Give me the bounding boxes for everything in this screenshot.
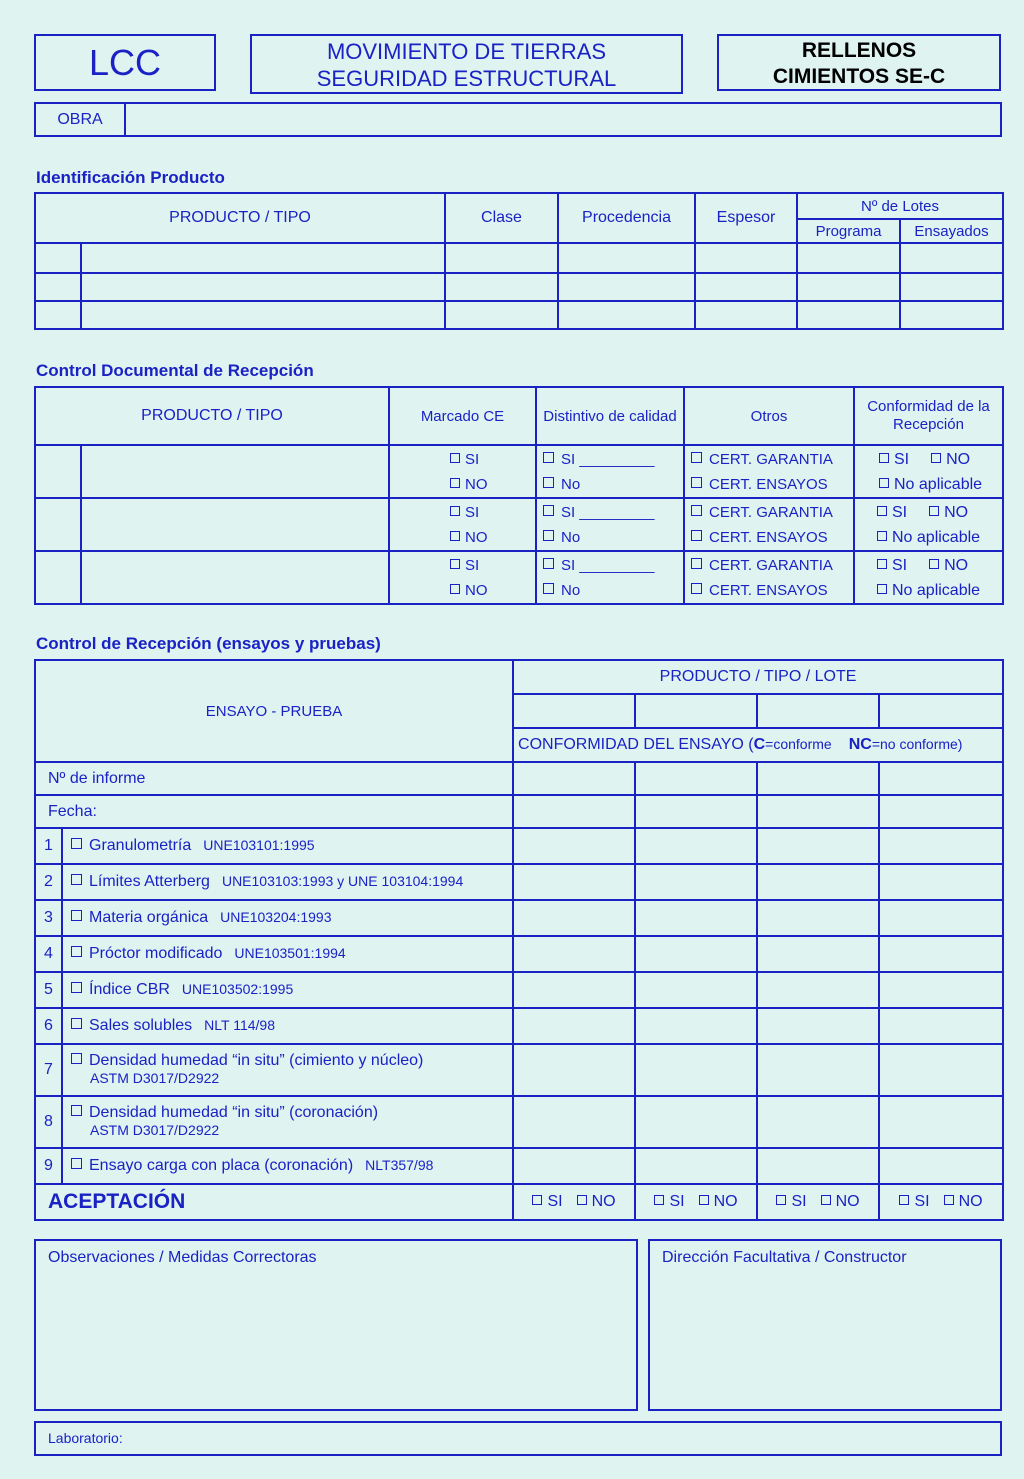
aceptacion-si-option[interactable]: SI [899, 1193, 929, 1210]
result-cell[interactable] [513, 900, 635, 936]
conformidad-cell [854, 498, 1003, 551]
result-cell[interactable] [513, 1148, 635, 1184]
checkbox-icon[interactable] [776, 1195, 786, 1205]
otros-cell [684, 498, 854, 551]
laboratorio-box[interactable] [34, 1421, 1002, 1456]
header-procedencia: Procedencia [558, 193, 695, 243]
checkbox-icon[interactable] [450, 506, 460, 516]
cert-ensayos-option[interactable]: CERT. ENSAYOS [691, 472, 849, 497]
result-cell[interactable] [879, 1148, 1003, 1184]
clase-cell[interactable] [445, 273, 558, 301]
marcado-si-option[interactable]: SI [450, 500, 531, 525]
header-producto-tipo: PRODUCTO / TIPO [35, 193, 445, 243]
aceptacion-si-option[interactable]: SI [532, 1193, 562, 1210]
checkbox-icon[interactable] [691, 530, 702, 541]
informe-cell[interactable] [635, 762, 757, 795]
test-name-cell[interactable] [62, 936, 513, 972]
test-standard: NLT357/98 [365, 1157, 434, 1173]
cert-garantia-option[interactable]: CERT. GARANTIA [691, 447, 849, 472]
result-cell[interactable] [635, 828, 757, 864]
test-number: 2 [35, 864, 62, 900]
header-ensayo-prueba: ENSAYO - PRUEBA [35, 660, 513, 762]
table-row [35, 551, 1003, 604]
header-conformidad-line2: Recepción [893, 416, 964, 433]
distintivo-cell [536, 445, 684, 498]
lote-header-cell[interactable] [513, 694, 635, 728]
test-name-cell[interactable] [62, 864, 513, 900]
aceptacion-cell [757, 1184, 879, 1220]
aceptacion-no-option[interactable]: NO [577, 1193, 616, 1210]
fecha-cell[interactable] [635, 795, 757, 828]
identificacion-table [34, 192, 1004, 330]
programa-cell[interactable] [797, 243, 900, 273]
form-code-line2: CIMIENTOS SE-C [772, 65, 946, 88]
marcado-ce-cell [389, 551, 536, 604]
ensayados-cell[interactable] [900, 243, 1003, 273]
table-row [35, 273, 1003, 301]
test-name-cell[interactable] [62, 900, 513, 936]
marcado-ce-cell [389, 498, 536, 551]
programa-cell[interactable] [797, 301, 900, 329]
lote-header-cell[interactable] [635, 694, 757, 728]
checkbox-icon[interactable] [543, 452, 554, 463]
table-row [35, 243, 1003, 273]
table-row [35, 498, 1003, 551]
identificacion-title: Identificación Producto [36, 168, 225, 187]
distintivo-no-option[interactable]: No [543, 525, 679, 550]
test-name: Densidad humedad “in situ” (cimiento y núcleo) [89, 1052, 424, 1069]
test-row [35, 900, 1003, 936]
distintivo-no-option[interactable]: No [543, 578, 679, 603]
form-title-line1: MOVIMIENTO DE TIERRAS [326, 39, 607, 64]
header-ensayados: Ensayados [900, 219, 1003, 243]
row-number-cell[interactable] [35, 243, 81, 273]
test-row [35, 1096, 1003, 1148]
conformidad-no-option[interactable]: NO [929, 504, 968, 521]
checkbox-icon[interactable] [691, 452, 702, 463]
test-standard: UNE103204:1993 [220, 909, 332, 925]
aceptacion-si-option[interactable]: SI [654, 1193, 684, 1210]
conformidad-si-option[interactable]: SI [877, 557, 907, 574]
fecha-cell[interactable] [879, 795, 1003, 828]
test-name-cell[interactable] [62, 1008, 513, 1044]
no-aplicable-option[interactable]: No aplicable [877, 525, 998, 550]
row-number-cell[interactable] [35, 445, 81, 498]
result-cell[interactable] [757, 1148, 879, 1184]
test-row [35, 972, 1003, 1008]
result-cell[interactable] [757, 1008, 879, 1044]
observaciones-label: Observaciones / Medidas Correctoras [48, 1249, 317, 1266]
header-marcado-ce: Marcado CE [389, 387, 536, 445]
result-cell[interactable] [513, 864, 635, 900]
checkbox-icon[interactable] [71, 1105, 82, 1116]
test-number: 1 [35, 828, 62, 864]
producto-cell[interactable] [81, 551, 389, 604]
test-standard: ASTM D3017/D2922 [90, 1070, 220, 1086]
result-cell[interactable] [879, 936, 1003, 972]
checkbox-icon[interactable] [691, 477, 702, 488]
conformidad-no-option[interactable]: NO [929, 557, 968, 574]
espesor-cell[interactable] [695, 301, 797, 329]
obra-row [34, 102, 1002, 137]
test-number: 4 [35, 936, 62, 972]
cert-garantia-option[interactable]: CERT. GARANTIA [691, 500, 849, 525]
result-cell[interactable] [879, 1096, 1003, 1148]
conformidad-no-option[interactable]: NO [931, 451, 970, 468]
checkbox-icon[interactable] [71, 946, 82, 957]
checkbox-icon[interactable] [654, 1195, 664, 1205]
test-row [35, 1008, 1003, 1044]
test-name: Próctor modificado [89, 945, 223, 962]
observaciones-box[interactable] [34, 1239, 638, 1411]
logo-box [34, 34, 216, 91]
checkbox-icon[interactable] [691, 558, 702, 569]
checkbox-icon[interactable] [450, 453, 460, 463]
fecha-cell[interactable] [513, 795, 635, 828]
aceptacion-cell [513, 1184, 635, 1220]
test-name: Granulometría [89, 837, 192, 854]
header-espesor: Espesor [695, 193, 797, 243]
checkbox-icon[interactable] [877, 531, 887, 541]
laboratorio-label: Laboratorio: [48, 1430, 123, 1446]
test-number: 5 [35, 972, 62, 1008]
obra-label: OBRA [36, 104, 126, 135]
checkbox-icon[interactable] [543, 558, 554, 569]
marcado-no-option[interactable]: NO [450, 525, 531, 550]
result-cell[interactable] [635, 1044, 757, 1096]
procedencia-cell[interactable] [558, 243, 695, 273]
test-number: 3 [35, 900, 62, 936]
checkbox-icon[interactable] [821, 1195, 831, 1205]
test-standard: UNE103101:1995 [203, 837, 315, 853]
header-lotes: Nº de Lotes [797, 193, 1003, 219]
result-cell[interactable] [757, 828, 879, 864]
checkbox-icon[interactable] [944, 1195, 954, 1205]
test-name-cell[interactable] [62, 1096, 513, 1148]
header-producto-tipo-lote: PRODUCTO / TIPO / LOTE [513, 660, 1003, 694]
distintivo-cell [536, 551, 684, 604]
logo: LCC [88, 42, 162, 83]
marcado-ce-cell [389, 445, 536, 498]
result-cell[interactable] [757, 900, 879, 936]
producto-cell[interactable] [81, 243, 445, 273]
informe-label: Nº de informe [35, 762, 513, 795]
checkbox-icon[interactable] [543, 530, 554, 541]
form-code-box [717, 34, 1001, 91]
control-documental-table [34, 386, 1004, 605]
form-title-box [250, 34, 683, 94]
test-name: Materia orgánica [89, 909, 209, 926]
test-row [35, 1044, 1003, 1096]
aceptacion-si-option[interactable]: SI [776, 1193, 806, 1210]
distintivo-cell [536, 498, 684, 551]
espesor-cell[interactable] [695, 243, 797, 273]
cert-ensayos-option[interactable]: CERT. ENSAYOS [691, 578, 849, 603]
aceptacion-no-option[interactable]: NO [944, 1193, 983, 1210]
checkbox-icon[interactable] [577, 1195, 587, 1205]
direccion-box[interactable] [648, 1239, 1002, 1411]
fecha-cell[interactable] [757, 795, 879, 828]
checkbox-icon[interactable] [71, 1018, 82, 1029]
otros-cell [684, 551, 854, 604]
test-name-cell[interactable] [62, 972, 513, 1008]
row-number-cell[interactable] [35, 273, 81, 301]
control-documental-title: Control Documental de Recepción [36, 361, 314, 380]
otros-cell [684, 445, 854, 498]
checkbox-icon[interactable] [71, 1158, 82, 1169]
fecha-label: Fecha: [35, 795, 513, 828]
result-cell[interactable] [757, 936, 879, 972]
result-cell[interactable] [757, 1044, 879, 1096]
test-row [35, 864, 1003, 900]
checkbox-icon[interactable] [71, 874, 82, 885]
test-standard: UNE103103:1993 y UNE 103104:1994 [221, 873, 464, 889]
checkbox-icon[interactable] [543, 477, 554, 488]
table-row [35, 445, 1003, 498]
lote-header-cell[interactable] [757, 694, 879, 728]
form-title-line2: SEGURIDAD ESTRUCTURAL [316, 66, 617, 91]
row-number-cell[interactable] [35, 498, 81, 551]
test-standard: NLT 114/98 [204, 1017, 275, 1033]
checkbox-icon[interactable] [929, 559, 939, 569]
header-programa: Programa [797, 219, 900, 243]
test-row [35, 828, 1003, 864]
test-number: 8 [35, 1096, 62, 1148]
producto-cell[interactable] [81, 301, 445, 329]
distintivo-si-option[interactable]: SI _________ [543, 500, 679, 525]
test-name: Ensayo carga con placa (coronación) [89, 1157, 354, 1174]
aceptacion-no-option[interactable]: NO [821, 1193, 860, 1210]
checkbox-icon[interactable] [931, 453, 941, 463]
test-name-cell[interactable] [62, 828, 513, 864]
marcado-no-option[interactable]: NO [450, 472, 531, 497]
checkbox-icon[interactable] [532, 1195, 542, 1205]
ensayados-cell[interactable] [900, 273, 1003, 301]
test-name-cell[interactable] [62, 1044, 513, 1096]
conformidad-cell [854, 445, 1003, 498]
ensayos-table [34, 659, 1004, 1221]
checkbox-icon[interactable] [691, 583, 702, 594]
marcado-no-option[interactable]: NO [450, 578, 531, 603]
test-name-cell[interactable] [62, 1148, 513, 1184]
result-cell[interactable] [635, 1148, 757, 1184]
clase-cell[interactable] [445, 243, 558, 273]
checkbox-icon[interactable] [450, 478, 460, 488]
result-cell[interactable] [635, 1096, 757, 1148]
conformidad-legend: CONFORMIDAD DEL ENSAYO (C=conforme NC=no conforme) [513, 728, 1003, 762]
result-cell[interactable] [635, 972, 757, 1008]
aceptacion-cell [635, 1184, 757, 1220]
procedencia-cell[interactable] [558, 301, 695, 329]
test-name: Densidad humedad “in situ” (coronación) [89, 1104, 379, 1121]
procedencia-cell[interactable] [558, 273, 695, 301]
control-recepcion-title: Control de Recepción (ensayos y pruebas) [36, 634, 381, 653]
test-standard: ASTM D3017/D2922 [90, 1122, 220, 1138]
table-row [35, 301, 1003, 329]
checkbox-icon[interactable] [450, 531, 460, 541]
obra-field[interactable] [128, 104, 1000, 135]
checkbox-icon[interactable] [929, 506, 939, 516]
result-cell[interactable] [879, 828, 1003, 864]
checkbox-icon[interactable] [543, 505, 554, 516]
aceptacion-label: ACEPTACIÓN [35, 1184, 513, 1220]
marcado-si-option[interactable]: SI [450, 447, 531, 472]
test-row [35, 1148, 1003, 1184]
header-producto-tipo: PRODUCTO / TIPO [35, 387, 389, 445]
result-cell[interactable] [513, 1044, 635, 1096]
result-cell[interactable] [757, 1096, 879, 1148]
checkbox-icon[interactable] [543, 583, 554, 594]
checkbox-icon[interactable] [877, 559, 887, 569]
test-number: 7 [35, 1044, 62, 1096]
checkbox-icon[interactable] [877, 506, 887, 516]
cert-ensayos-option[interactable]: CERT. ENSAYOS [691, 525, 849, 550]
result-cell[interactable] [513, 1096, 635, 1148]
header-conformidad-line1: Conformidad de la [867, 398, 990, 415]
result-cell[interactable] [879, 864, 1003, 900]
cert-garantia-option[interactable]: CERT. GARANTIA [691, 553, 849, 578]
result-cell[interactable] [757, 864, 879, 900]
no-aplicable-option[interactable]: No aplicable [877, 578, 998, 603]
result-cell[interactable] [513, 1008, 635, 1044]
header-distintivo: Distintivo de calidad [536, 387, 684, 445]
aceptacion-cell [879, 1184, 1003, 1220]
result-cell[interactable] [513, 936, 635, 972]
checkbox-icon[interactable] [879, 453, 889, 463]
test-standard: UNE103501:1994 [234, 945, 346, 961]
result-cell[interactable] [513, 828, 635, 864]
fecha-row [35, 795, 1003, 828]
result-cell[interactable] [879, 900, 1003, 936]
espesor-cell[interactable] [695, 273, 797, 301]
conformidad-cell [854, 551, 1003, 604]
checkbox-icon[interactable] [691, 505, 702, 516]
checkbox-icon[interactable] [899, 1195, 909, 1205]
test-standard: UNE103502:1995 [181, 981, 294, 997]
conformidad-si-option[interactable]: SI [879, 451, 909, 468]
result-cell[interactable] [879, 972, 1003, 1008]
result-cell[interactable] [635, 1008, 757, 1044]
lote-header-cell[interactable] [879, 694, 1003, 728]
distintivo-si-option[interactable]: SI _________ [543, 447, 679, 472]
distintivo-no-option[interactable]: No [543, 472, 679, 497]
marcado-si-option[interactable]: SI [450, 553, 531, 578]
checkbox-icon[interactable] [877, 584, 887, 594]
test-name: Índice CBR [89, 981, 170, 998]
clase-cell[interactable] [445, 301, 558, 329]
form-code-line1: RELLENOS [801, 39, 917, 62]
header-clase: Clase [445, 193, 558, 243]
no-aplicable-option[interactable]: No aplicable [879, 472, 998, 497]
informe-cell[interactable] [879, 762, 1003, 795]
checkbox-icon[interactable] [71, 838, 82, 849]
result-cell[interactable] [635, 936, 757, 972]
informe-row [35, 762, 1003, 795]
row-number-cell[interactable] [35, 301, 81, 329]
checkbox-icon[interactable] [71, 1053, 82, 1064]
aceptacion-no-option[interactable]: NO [699, 1193, 738, 1210]
result-cell[interactable] [879, 1044, 1003, 1096]
test-number: 9 [35, 1148, 62, 1184]
header-otros: Otros [684, 387, 854, 445]
test-name: Límites Atterberg [89, 873, 210, 890]
aceptacion-row [35, 1184, 1003, 1220]
producto-cell[interactable] [81, 273, 445, 301]
distintivo-si-option[interactable]: SI _________ [543, 553, 679, 578]
checkbox-icon[interactable] [879, 478, 889, 488]
producto-cell[interactable] [81, 445, 389, 498]
informe-cell[interactable] [513, 762, 635, 795]
result-cell[interactable] [757, 972, 879, 1008]
checkbox-icon[interactable] [699, 1195, 709, 1205]
checkbox-icon[interactable] [450, 584, 460, 594]
ensayados-cell[interactable] [900, 301, 1003, 329]
result-cell[interactable] [635, 900, 757, 936]
result-cell[interactable] [879, 1008, 1003, 1044]
direccion-label: Dirección Facultativa / Constructor [662, 1249, 907, 1266]
conformidad-si-option[interactable]: SI [877, 504, 907, 521]
producto-cell[interactable] [81, 498, 389, 551]
test-row [35, 936, 1003, 972]
result-cell[interactable] [635, 864, 757, 900]
test-name: Sales solubles [89, 1017, 193, 1034]
informe-cell[interactable] [757, 762, 879, 795]
checkbox-icon[interactable] [71, 982, 82, 993]
programa-cell[interactable] [797, 273, 900, 301]
test-number: 6 [35, 1008, 62, 1044]
row-number-cell[interactable] [35, 551, 81, 604]
checkbox-icon[interactable] [450, 559, 460, 569]
header-conformidad [854, 387, 1003, 445]
result-cell[interactable] [513, 972, 635, 1008]
checkbox-icon[interactable] [71, 910, 82, 921]
